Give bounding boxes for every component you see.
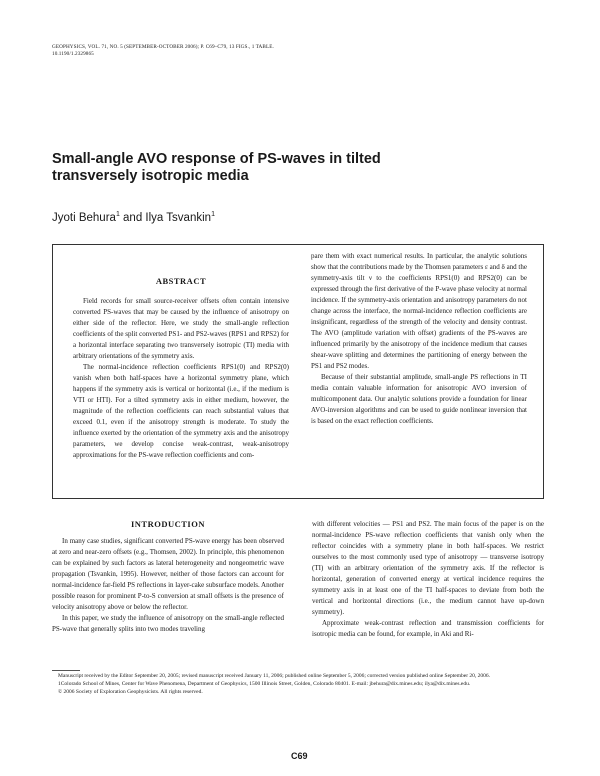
affiliation-marker: 1 bbox=[115, 211, 120, 218]
body-paragraph: with different velocities — PS1 and PS2. The main focus of the paper is on the normal-incidence PS-wave reflection coefficients that vanish only when the reflector coincides with a symmetry plane in both half-spaces. We restrict ourselves to the most commonly used type of anisotropy — transverse isotropy (TI) with an arbitrary orientation of the symmetry axis. If the reflector is horizontal, generation of converted energy at vertical incidence requires the symmetry axis in at least one of the TI half-spaces to deviate from both the vertical and horizontal directions (i.e., the medium cannot have up-down symmetry). bbox=[312, 520, 544, 616]
body-paragraph: In many case studies, significant converted PS-wave energy has been observed at zero and near-zero offsets (e.g., Thomsen, 2002). In principle, this phenomenon can be explained by such factors as lateral heterogeneity and nongeometric wave propagation (Tsvankin, 1995). However, neither of those factors can account for normal-incidence far-field PS reflections in layer-cake subsurface models. Another possible reason for prominent P-to-S conversion at small offsets is the presence of velocity anisotropy above or below the reflector. bbox=[52, 537, 284, 611]
author-line bbox=[52, 211, 215, 224]
page-number: C69 bbox=[291, 751, 308, 761]
doi: 10.1190/1.2329865 bbox=[52, 51, 94, 57]
paper-title: Small-angle AVO response of PS-waves in tilted transversely isotropic media bbox=[52, 151, 381, 184]
author-conjunction: and bbox=[119, 211, 146, 224]
abstract-paragraph: The normal-incidence reflection coefficients RPS1(0) and RPS2(0) vanish when both half-spaces have a horizontal symmetry plane, which happens if the symmetry axis is vertical or horizontal (i.e., if the medium is VTI or HTI). For a tilted symmetry axis in either medium, however, the magnitude of the reflection coefficients can reach substantial values that exceed 0.1, even if the anisotropy strength is moderate. To study the influence exerted by the orientation of the symmetry axis and the anisotropy parameters, we develop concise weak-contrast, weak-anisotropy approximations for the PS-wave reflection coefficients and com- bbox=[73, 363, 289, 459]
author-name: Ilya Tsvankin bbox=[145, 211, 212, 224]
footnote: © 2006 Society of Exploration Geophysicists. All rights reserved. bbox=[58, 688, 203, 695]
abstract-paragraph: Field records for small source-receiver offsets often contain intensive converted PS-waves that may be caused by the influence of anisotropy on either side of the reflector. Here, we study the small-angle reflection coefficients of the split converted PS1- and PS2-waves (RPS1 and RPS2) for a horizontal interface separating two transversely isotropic (TI) media with arbitrary orientations of the symmetry axis. bbox=[73, 297, 289, 360]
abstract-heading: ABSTRACT bbox=[155, 276, 207, 286]
body-paragraph: Approximate weak-contrast reflection and transmission coefficients for isotropic media can be found, for example, in Aki and Ri- bbox=[312, 619, 544, 638]
abstract-left-column bbox=[73, 296, 289, 461]
abstract-box bbox=[52, 244, 544, 499]
author-name: Jyoti Behura bbox=[52, 211, 116, 224]
body-left-column bbox=[52, 536, 284, 635]
affiliation-marker: 1 bbox=[211, 211, 215, 218]
journal-header bbox=[52, 44, 372, 58]
footnote-rule bbox=[52, 670, 80, 671]
abstract-paragraph: Because of their substantial amplitude, small-angle PS reflections in TI media contain valuable information for anisotropic AVO inversion of multicomponent data. Our analytic solutions provide a foundation for linear AVO-inversion algorithms and can be used to guide nonlinear inversion that is based on the exact reflection coefficients. bbox=[311, 373, 527, 425]
footnote: 1Colorado School of Mines, Center for Wave Phenomena, Department of Geophysics, 1500 Illinois Street, Golden, Colorado 80401. E-mail: jbehura@dix.mines.edu; ilya@dix.mines.edu. bbox=[58, 680, 471, 687]
body-paragraph: In this paper, we study the influence of anisotropy on the small-angle reflected PS-wave that generally splits into two modes traveling bbox=[52, 614, 284, 633]
introduction-heading: INTRODUCTION bbox=[130, 519, 205, 529]
footnote: Manuscript received by the Editor September 20, 2005; revised manuscript received January 11, 2006; published online September 5, 2006; corrected version published online September 20, 2006. bbox=[58, 673, 491, 679]
body-right-column bbox=[312, 519, 544, 640]
abstract-right-column bbox=[311, 251, 527, 427]
abstract-paragraph: pare them with exact numerical results. In particular, the analytic solutions show that the contributions made by the Thomsen parameters ε and δ and the symmetry-axis tilt ν to the coefficients RPS1(0) and RPS2(0) can be expressed through the first derivative of the P-wave phase velocity at normal incidence. If the symmetry-axis orientation and anisotropy parameters do not change across the interface, the normal-incidence reflection coefficients are insignificant, regardless of the strength of the velocity and density contrast. The AVO (amplitude variation with offset) gradients of the PS-waves are influenced primarily by the anisotropy of the incidence medium that causes shear-wave splitting and determines the partitioning of energy between the PS1 and PS2 modes. bbox=[311, 252, 527, 370]
journal-citation: GEOPHYSICS, VOL. 71, NO. 5 (SEPTEMBER-OCTOBER 2006); P. C69–C79, 13 FIGS., 1 TABLE. bbox=[52, 44, 274, 50]
footnotes bbox=[52, 673, 552, 696]
